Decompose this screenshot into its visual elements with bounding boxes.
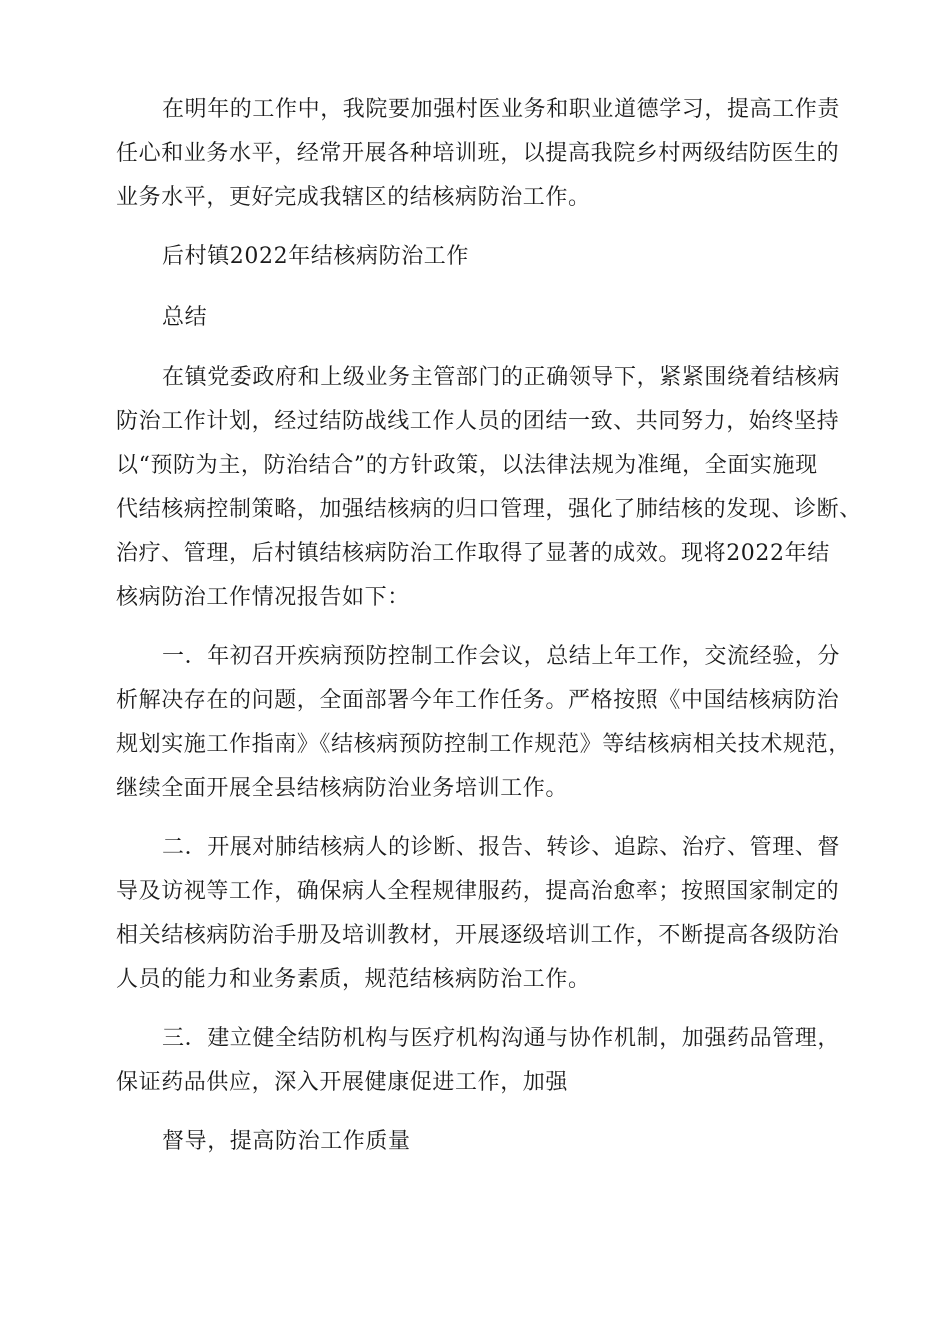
paragraph-4-line-2: 导及访视等工作，确保病人全程规律服药，提高治愈率；按照国家制定的	[116, 879, 840, 904]
paragraph-2-line-6: 核病防治工作情况报告如下：	[116, 585, 410, 610]
paragraph-2-line-3: 以“预防为主，防治结合”的方针政策，以法律法规为准绳，全面实施现	[116, 453, 818, 478]
paragraph-5-line-1: 三．建立健全结防机构与医疗机构沟通与协作机制，加强药品管理，	[162, 1026, 841, 1051]
paragraph-3-line-1: 一．年初召开疾病预防控制工作会议，总结上年工作，交流经验，分	[162, 644, 841, 669]
paragraph-4-line-4: 人员的能力和业务素质，规范结核病防治工作。	[116, 967, 591, 992]
paragraph-4-line-3: 相关结核病防治手册及培训教材，开展逐级培训工作，不断提高各级防治	[116, 923, 840, 948]
paragraph-2-line-4: 代结核病控制策略，加强结核病的归口管理，强化了肺结核的发现、诊断、	[116, 497, 862, 522]
paragraph-5-line-2: 保证药品供应，深入开展健康促进工作，加强	[116, 1070, 569, 1095]
paragraph-2-line-1: 在镇党委政府和上级业务主管部门的正确领导下，紧紧围绕着结核病	[162, 365, 841, 390]
paragraph-2-line-2: 防治工作计划，经过结防战线工作人员的团结一致、共同努力，始终坚持	[116, 409, 840, 434]
paragraph-3-line-2: 析解决存在的问题，全面部署今年工作任务。严格按照《中国结核病防治	[116, 688, 840, 713]
paragraph-2-line-5: 治疗、管理，后村镇结核病防治工作取得了显著的成效。现将2022年结	[116, 541, 830, 566]
paragraph-3-line-3: 规划实施工作指南》《结核病预防控制工作规范》等结核病相关技术规范，	[116, 732, 851, 757]
section-title-line-1: 后村镇2022年结核病防治工作	[162, 244, 469, 269]
paragraph-4-line-1: 二．开展对肺结核病人的诊断、报告、转诊、追踪、治疗、管理、督	[162, 835, 841, 860]
paragraph-1-line-1: 在明年的工作中，我院要加强村医业务和职业道德学习，提高工作责	[162, 97, 841, 122]
paragraph-6-line-1: 督导，提高防治工作质量	[162, 1129, 411, 1154]
section-title-line-2: 总结	[162, 305, 208, 330]
paragraph-3-line-4: 继续全面开展全县结核病防治业务培训工作。	[116, 776, 569, 801]
paragraph-1-line-3: 业务水平，更好完成我辖区的结核病防治工作。	[116, 185, 591, 210]
paragraph-1-line-2: 任心和业务水平，经常开展各种培训班，以提高我院乡村两级结防医生的	[116, 141, 840, 166]
